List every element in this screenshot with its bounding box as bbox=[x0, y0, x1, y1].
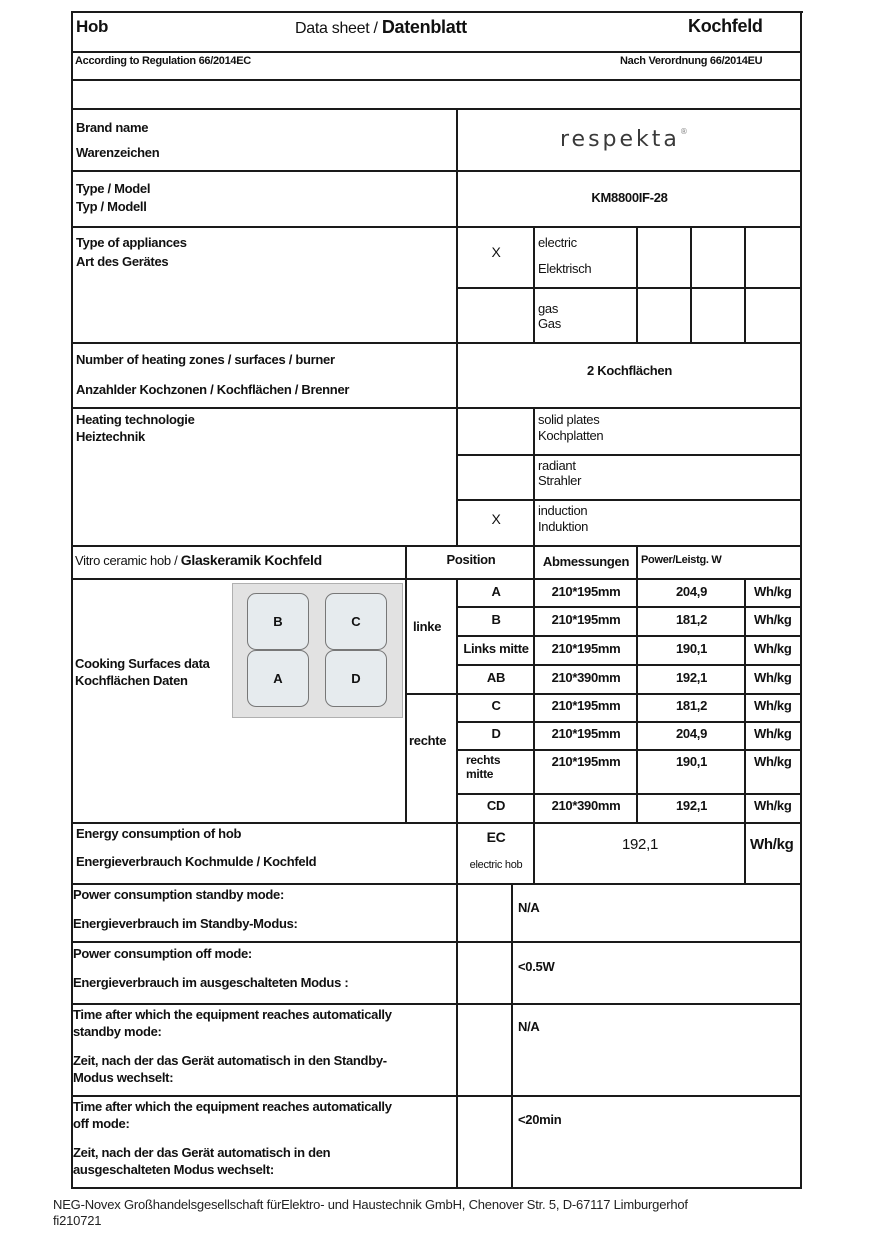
row-unit: Wh/kg bbox=[754, 726, 792, 741]
energy-label-en: Energy consumption of hob bbox=[76, 826, 242, 841]
vitro-label-de: Glaskeramik Kochfeld bbox=[180, 552, 322, 568]
energy-code-sub: electric hob bbox=[469, 859, 523, 871]
zones-value: 2 Kochflächen bbox=[587, 363, 672, 378]
side-linke: linke bbox=[413, 619, 442, 634]
header-hob: Hob bbox=[76, 17, 109, 36]
row-unit: Wh/kg bbox=[754, 798, 792, 813]
registered-mark-icon: ® bbox=[679, 127, 688, 136]
off-power-label-de: Energieverbrauch im ausgeschalteten Modus : bbox=[73, 975, 349, 990]
zone-d: D bbox=[325, 650, 387, 707]
model-value: KM8800IF-28 bbox=[591, 190, 668, 205]
zone-b: B bbox=[247, 593, 309, 650]
standby-power-label-de: Energieverbrauch im Standby-Modus: bbox=[73, 916, 298, 931]
radiant-label-en: radiant bbox=[538, 458, 576, 473]
row-dim: 210*195mm bbox=[551, 612, 621, 627]
row-val: 192,1 bbox=[675, 670, 708, 685]
brand-label-en: Brand name bbox=[76, 120, 149, 135]
hob-diagram bbox=[232, 583, 403, 718]
induction-label-de: Induktion bbox=[538, 519, 589, 534]
row-pos: A bbox=[491, 584, 501, 599]
vitro-label-en: Vitro ceramic hob / bbox=[75, 553, 181, 568]
row-dim: 210*195mm bbox=[551, 698, 621, 713]
standby-time-label-de-1: Zeit, nach der das Gerät automatisch in den Standby- bbox=[73, 1053, 387, 1068]
row-pos: CD bbox=[486, 798, 506, 813]
off-power-label-en: Power consumption off mode: bbox=[73, 946, 252, 961]
row-pos: B bbox=[491, 612, 501, 627]
row-val: 190,1 bbox=[675, 641, 708, 656]
induction-label-en: induction bbox=[538, 503, 588, 518]
gas-label-de: Gas bbox=[538, 316, 561, 331]
off-time-label-en-1: Time after which the equipment reaches automatically bbox=[73, 1099, 392, 1114]
solid-plates-label-en: solid plates bbox=[538, 412, 600, 427]
row-dim: 210*195mm bbox=[551, 584, 621, 599]
energy-label-de: Energieverbrauch Kochmulde / Kochfeld bbox=[76, 854, 317, 869]
off-power-value: <0.5W bbox=[518, 959, 555, 974]
row-unit: Wh/kg bbox=[754, 612, 792, 627]
energy-unit: Wh/kg bbox=[750, 836, 794, 853]
row-dim: 210*195mm bbox=[551, 641, 621, 656]
row-pos: C bbox=[491, 698, 501, 713]
row-val: 192,1 bbox=[675, 798, 708, 813]
brand-logo-text: respekta bbox=[560, 127, 680, 152]
surfaces-label-de: Kochflächen Daten bbox=[75, 673, 188, 688]
header-title bbox=[295, 17, 467, 39]
header-title-de: Datenblatt bbox=[381, 17, 467, 37]
header-title-en: Data sheet / bbox=[295, 20, 382, 37]
regulation-de: Nach Verordnung 66/2014EU bbox=[620, 55, 763, 67]
solid-plates-label-de: Kochplatten bbox=[538, 428, 604, 443]
row-unit: Wh/kg bbox=[754, 670, 792, 685]
regulation-en: According to Regulation 66/2014EC bbox=[75, 55, 251, 67]
heating-label-en: Heating technologie bbox=[76, 412, 195, 427]
model-label-en: Type / Model bbox=[76, 181, 151, 196]
electric-label-en: electric bbox=[538, 235, 577, 250]
energy-code: EC bbox=[486, 829, 506, 845]
row-pos: AB bbox=[486, 670, 506, 685]
row-pos: Links mitte bbox=[463, 641, 529, 656]
surfaces-label-en: Cooking Surfaces data bbox=[75, 656, 210, 671]
zones-label-en: Number of heating zones / surfaces / burner bbox=[76, 352, 335, 367]
row-unit: Wh/kg bbox=[754, 754, 792, 769]
standby-time-label-en-2: standby mode: bbox=[73, 1024, 162, 1039]
standby-time-label-de-2: Modus wechselt: bbox=[73, 1070, 174, 1085]
energy-value: 192,1 bbox=[621, 836, 659, 853]
row-dim: 210*390mm bbox=[551, 798, 621, 813]
appliance-label-en: Type of appliances bbox=[76, 235, 187, 250]
off-time-value: <20min bbox=[518, 1112, 562, 1127]
row-unit: Wh/kg bbox=[754, 698, 792, 713]
gas-label-en: gas bbox=[538, 301, 559, 316]
row-val: 204,9 bbox=[675, 584, 708, 599]
standby-power-label-en: Power consumption standby mode: bbox=[73, 887, 284, 902]
electric-checkmark: X bbox=[491, 244, 501, 260]
header-kochfeld: Kochfeld bbox=[688, 16, 763, 36]
model-label-de: Typ / Modell bbox=[76, 199, 147, 214]
row-dim: 210*195mm bbox=[551, 754, 621, 769]
row-unit: Wh/kg bbox=[754, 641, 792, 656]
brand-label-de: Warenzeichen bbox=[76, 145, 160, 160]
vitro-ceramic-label bbox=[75, 553, 322, 568]
electric-label-de: Elektrisch bbox=[538, 261, 592, 276]
standby-time-label-en-1: Time after which the equipment reaches automatically bbox=[73, 1007, 392, 1022]
off-time-label-de-2: ausgeschalteten Modus wechselt: bbox=[73, 1162, 274, 1177]
row-dim: 210*390mm bbox=[551, 670, 621, 685]
brand-logo bbox=[560, 127, 688, 152]
row-unit: Wh/kg bbox=[754, 584, 792, 599]
standby-time-value: N/A bbox=[518, 1019, 540, 1034]
row-val: 190,1 bbox=[675, 754, 708, 769]
appliance-label-de: Art des Gerätes bbox=[76, 254, 169, 269]
row-val: 204,9 bbox=[675, 726, 708, 741]
standby-power-value: N/A bbox=[518, 900, 540, 915]
footer-company: NEG-Novex Großhandelsgesellschaft fürElektro- und Haustechnik GmbH, Chenover Str. 5, D-67117 Limburgerhof bbox=[53, 1197, 688, 1212]
row-val: 181,2 bbox=[675, 612, 708, 627]
row-val: 181,2 bbox=[675, 698, 708, 713]
zones-label-de: Anzahlder Kochzonen / Kochflächen / Brenner bbox=[76, 382, 350, 397]
radiant-label-de: Strahler bbox=[538, 473, 582, 488]
heating-label-de: Heiztechnik bbox=[76, 429, 145, 444]
off-time-label-de-1: Zeit, nach der das Gerät automatisch in den bbox=[73, 1145, 331, 1160]
off-time-label-en-2: off mode: bbox=[73, 1116, 130, 1131]
zone-c: C bbox=[325, 593, 387, 650]
row-dim: 210*195mm bbox=[551, 726, 621, 741]
col-position: Position bbox=[446, 552, 496, 567]
row-pos: D bbox=[491, 726, 501, 741]
footer-code: fi210721 bbox=[53, 1213, 102, 1228]
row-pos: rechts mitte bbox=[466, 753, 501, 781]
col-power: Power/Leistg. W bbox=[641, 554, 722, 566]
side-rechte: rechte bbox=[409, 733, 447, 748]
zone-a: A bbox=[247, 650, 309, 707]
col-dimensions: Abmessungen bbox=[542, 554, 630, 569]
induction-checkmark: X bbox=[491, 511, 501, 527]
